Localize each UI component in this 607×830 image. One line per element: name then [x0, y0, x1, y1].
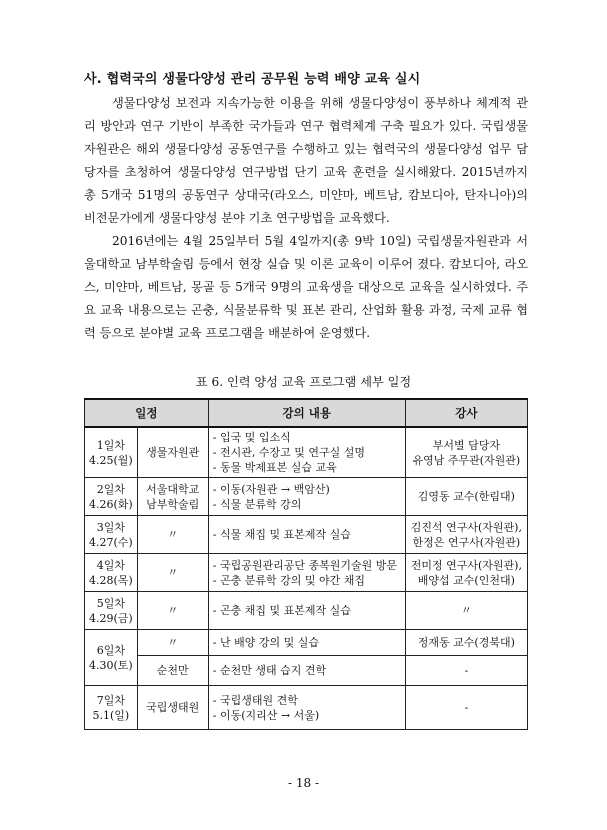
instructor-cell: -: [405, 686, 527, 730]
day-cell: 4일차 4.28(목): [85, 554, 138, 592]
content-cell: - 국립공원관리공단 종복원기술원 방문 - 곤충 분류학 강의 및 야간 채집: [208, 554, 405, 592]
table-row: [85, 554, 528, 592]
location-cell: 순천만: [137, 656, 208, 686]
table-row: [85, 656, 528, 686]
location-cell: 〃: [137, 554, 208, 592]
content-cell: - 이동(자원관 → 백암산) - 식물 분류학 강의: [208, 478, 405, 516]
paragraph-intro: 생물다양성 보전과 지속가능한 이용을 위해 생물다양성이 풍부하나 체계적 관리 방안과 연구 기반이 부족한 국가들과 연구 협력체계 구축 필요가 있다. 국립생물자원관은 해외 생물다양성 공동연구를 수행하고 있는 협력국의 생물다양성 업무 담당자를 초청하여 생물다양성 연구방법 단기 교육 훈련을 실시해왔다. 2015년까지 총 5개국 51명의 공동연구 상대국(라오스, 미얀마, 베트남, 캄보디아, 탄자니아)의 비전문가에게 생물다양성 분야 기초 연구방법을 교육했다.: [84, 96, 528, 225]
day-cell: 1일차 4.25(월): [85, 427, 138, 478]
instructor-cell: 김진석 연구사(자원관), 한정은 연구사(자원관): [405, 516, 527, 554]
day-cell: 5일차 4.29(금): [85, 592, 138, 630]
day-cell: 2일차 4.26(화): [85, 478, 138, 516]
content-cell: - 순천만 생태 습지 견학: [208, 656, 405, 686]
page-number: - 18 -: [287, 776, 319, 790]
instructor-cell: 김영동 교수(한림대): [405, 478, 527, 516]
table-row: [85, 630, 528, 656]
location-cell: 〃: [137, 592, 208, 630]
table-row: [85, 516, 528, 554]
header-instructor: 강사: [405, 399, 527, 427]
table-row: [85, 478, 528, 516]
location-cell: 〃: [137, 630, 208, 656]
day-cell: 3일차 4.27(수): [85, 516, 138, 554]
table-row: [85, 427, 528, 478]
schedule-table: [84, 398, 528, 730]
content-cell: - 곤충 채집 및 표본제작 실습: [208, 592, 405, 630]
location-cell: 서울대학교 남부학술림: [137, 478, 208, 516]
table-header-row: [85, 399, 528, 427]
paragraph-2016: 2016년에는 4월 25일부터 5월 4일까지(총 9박 10일) 국립생물자원관과 서울대학교 남부학술림 등에서 현장 실습 및 이론 교육이 이루어 졌다. 캄보디아, 라오스, 미얀마, 베트남, 몽골 등 5개국 9명의 교육생을 대상으로 교육을 실시하였다. 주요 교육 내용으로는 곤충, 식물분류학 및 표본 관리, 산업화 활용 과정, 국제 교류 협력 등으로 분야별 교육 프로그램을 배분하여 운영했다.: [84, 234, 528, 340]
table-row: [85, 592, 528, 630]
instructor-cell: 전미정 연구사(자원관), 배양섭 교수(인천대): [405, 554, 527, 592]
table-row: [85, 686, 528, 730]
instructor-cell: -: [405, 656, 527, 686]
table-caption: 표 6. 인력 양성 교육 프로그램 세부 일정: [195, 375, 412, 389]
content-cell: - 국립생태원 견학 - 이동(지리산 → 서울): [208, 686, 405, 730]
content-cell: - 식물 채집 및 표본제작 실습: [208, 516, 405, 554]
header-content: 강의 내용: [208, 399, 405, 427]
location-cell: 생물자원관: [137, 427, 208, 478]
day-cell: 7일차 5.1(일): [85, 686, 138, 730]
day-cell: 6일차 4.30(토): [85, 630, 138, 686]
instructor-cell: 〃: [405, 592, 527, 630]
instructor-cell: 부서별 담당자 유영남 주무관(자원관): [405, 427, 527, 478]
content-cell: - 난 배양 강의 및 실습: [208, 630, 405, 656]
content-cell: - 입국 및 입소식 - 전시관, 수장고 및 연구실 설명 - 동물 박제표본 실습 교육: [208, 427, 405, 478]
header-schedule: 일정: [85, 399, 209, 427]
location-cell: 국립생태원: [137, 686, 208, 730]
section-heading: 사. 협력국의 생물다양성 관리 공무원 능력 배양 교육 실시: [84, 72, 421, 87]
instructor-cell: 정재동 교수(경북대): [405, 630, 527, 656]
location-cell: 〃: [137, 516, 208, 554]
